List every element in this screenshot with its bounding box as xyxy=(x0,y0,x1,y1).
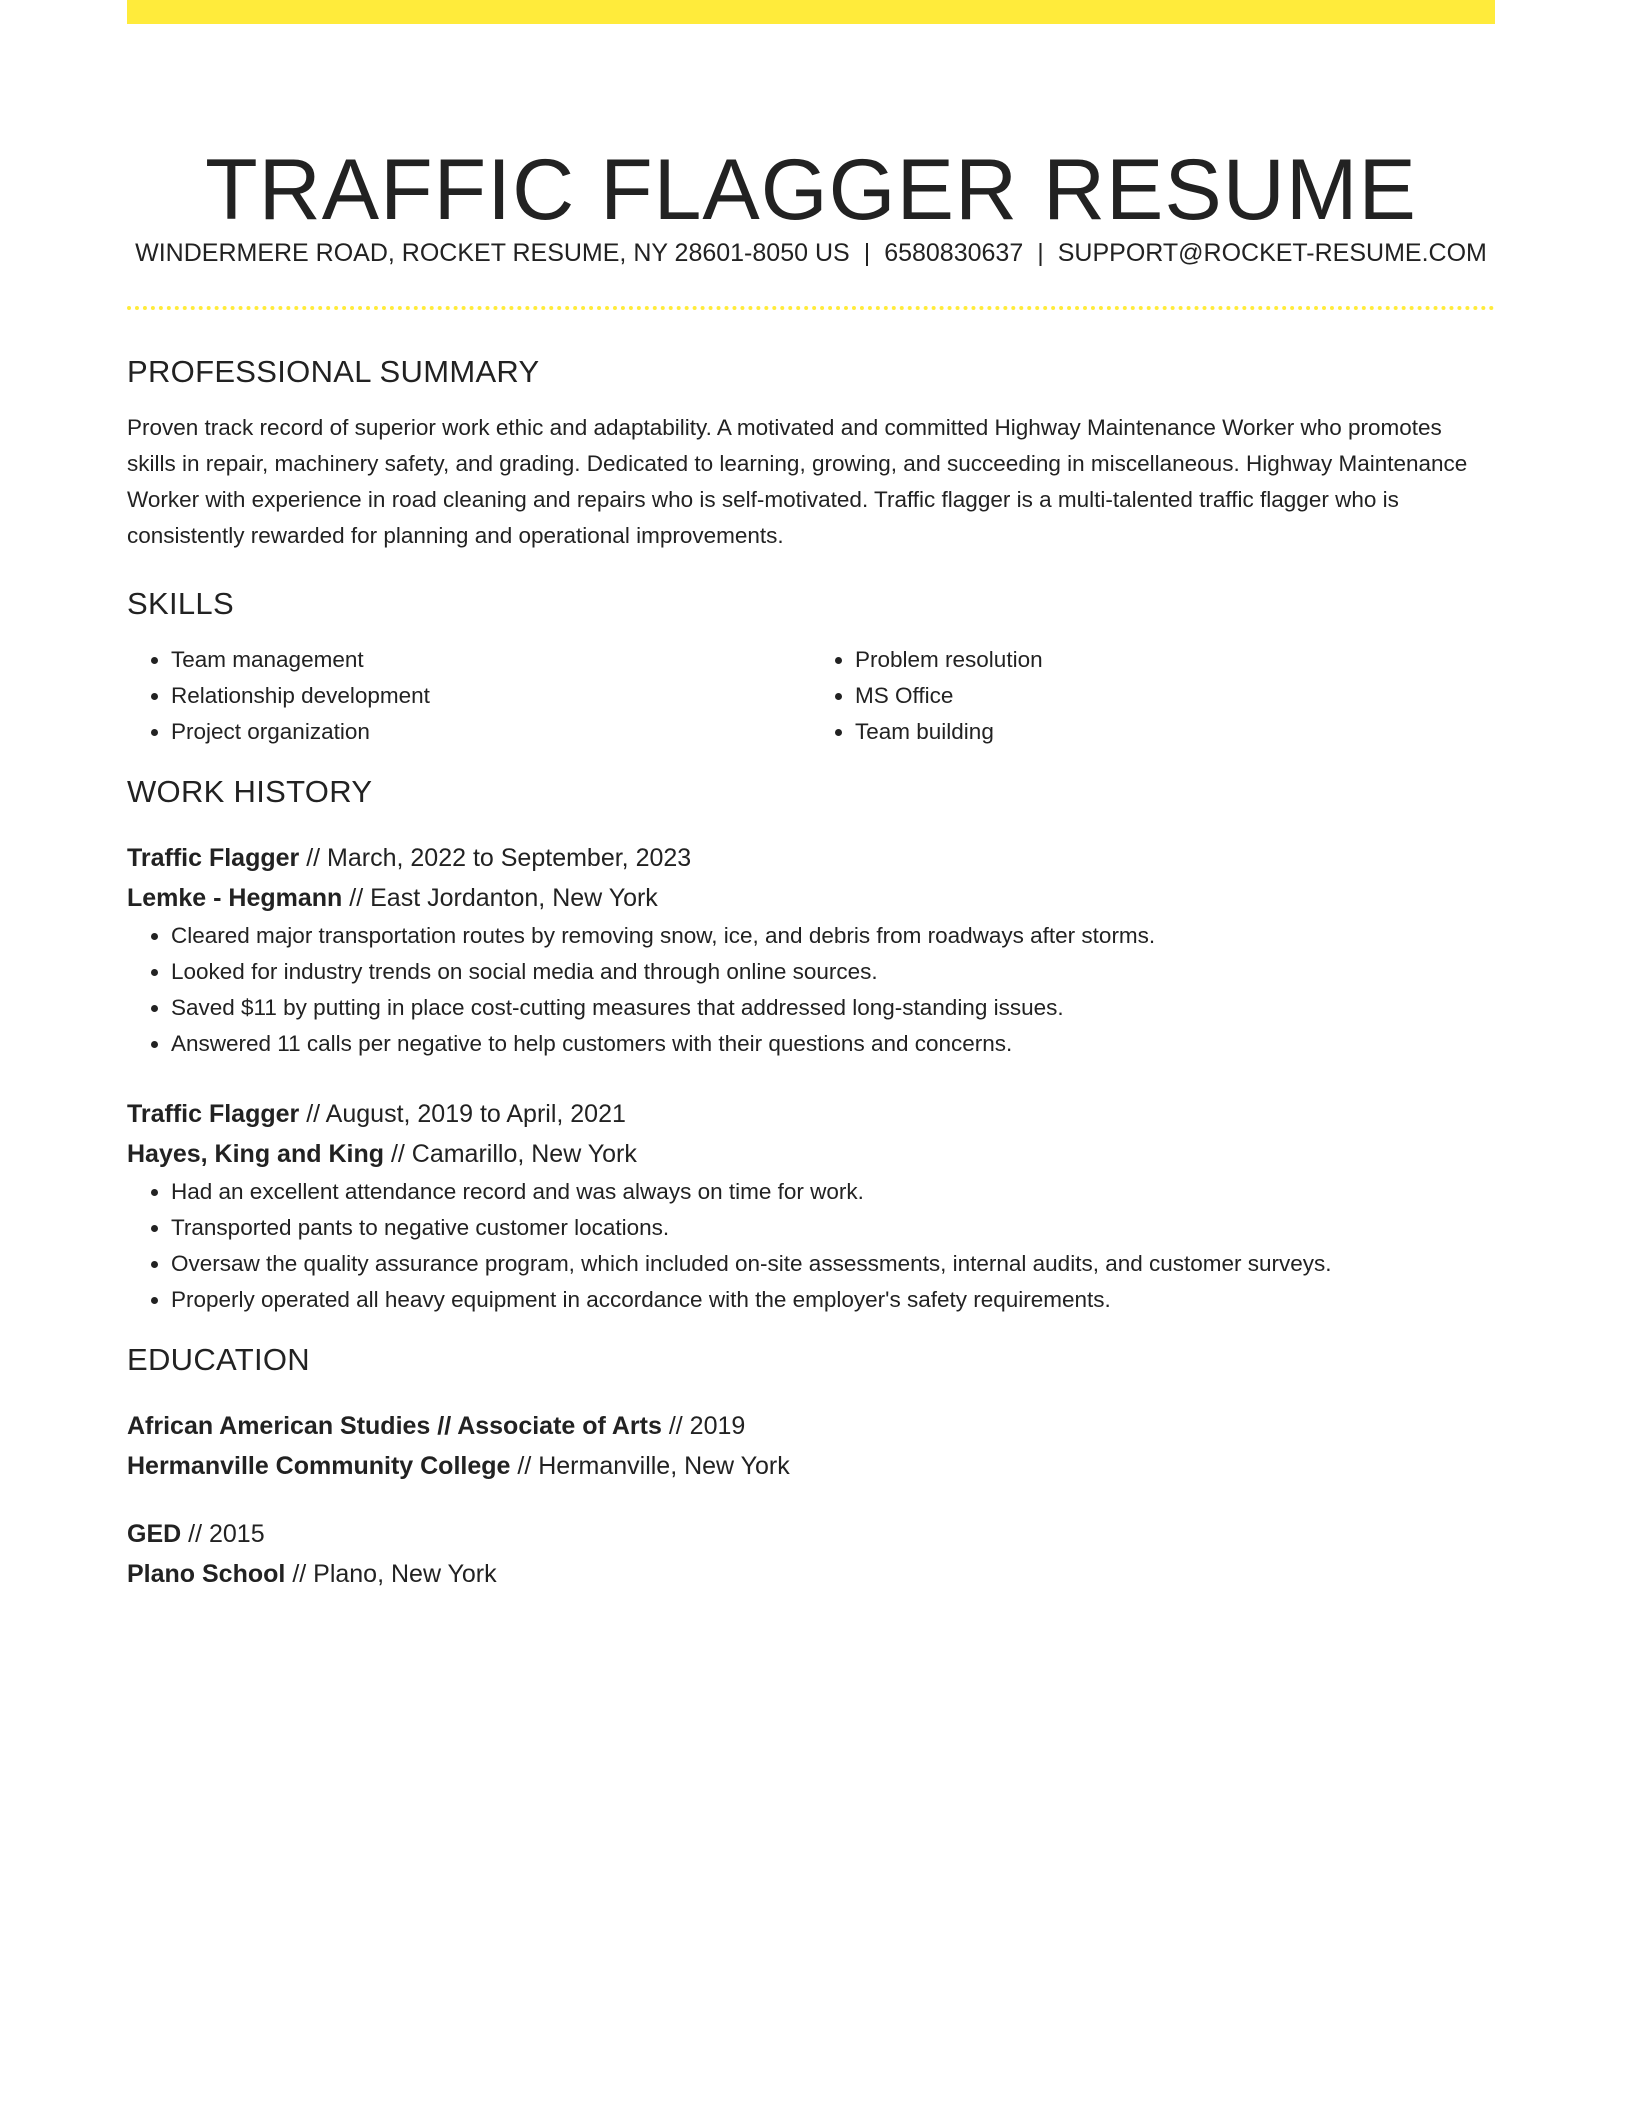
job-duty: • Looked for industry trends on social media and through online sources. xyxy=(171,954,1495,990)
job-duty: • Had an excellent attendance record and was always on time for work. xyxy=(171,1174,1495,1210)
school-location: // Plano, New York xyxy=(292,1560,497,1588)
job-title-line xyxy=(127,838,1495,878)
job-dates: // March, 2022 to September, 2023 xyxy=(306,844,692,872)
job-company: Lemke - Hegmann xyxy=(127,884,343,912)
contact-line xyxy=(127,238,1495,268)
job-title-line xyxy=(127,1094,1495,1134)
skill-item: • Project organization xyxy=(171,714,811,750)
school-name: Plano School xyxy=(127,1560,286,1588)
job-duty: • Properly operated all heavy equipment in accordance with the employer's safety requirements. xyxy=(171,1282,1495,1318)
summary-text: Proven track record of superior work ethic and adaptability. A motivated and committed Highway Maintenance Worker who promotes skills in repair, machinery safety, and grading. Dedicated to learning, growing, and succeeding in miscellaneous. Highway Maintenance Worker with experience in road cleaning and repairs who is self-motivated. Traffic flagger is a multi-talented traffic flagger who is consistently rewarded for planning and operational improvements. xyxy=(127,415,1468,548)
education-entry xyxy=(127,1406,1495,1486)
resume-title: TRAFFIC FLAGGER RESUME xyxy=(205,141,1417,238)
job-company-line xyxy=(127,1134,1495,1174)
skills-column-right xyxy=(811,642,1495,750)
contact-phone: 6580830637 xyxy=(884,239,1024,267)
skills-heading: SKILLS xyxy=(127,586,234,621)
job-duties xyxy=(127,918,1495,1062)
skill-item: • MS Office xyxy=(855,678,1495,714)
job-title: Traffic Flagger xyxy=(127,1100,300,1128)
job-entry xyxy=(127,1094,1495,1318)
job-duty: • Saved $11 by putting in place cost-cutting measures that addressed long-standing issues. xyxy=(171,990,1495,1026)
dotted-divider xyxy=(127,306,1495,310)
degree: GED xyxy=(127,1520,182,1548)
skills-column-left xyxy=(127,642,811,750)
job-duties xyxy=(127,1174,1495,1318)
job-company-line xyxy=(127,878,1495,918)
accent-top-bar xyxy=(127,0,1495,24)
degree-line xyxy=(127,1406,1495,1446)
job-company: Hayes, King and King xyxy=(127,1140,384,1168)
contact-separator: | xyxy=(1037,239,1044,267)
work-history-heading: WORK HISTORY xyxy=(127,774,373,809)
education-entry xyxy=(127,1514,1495,1594)
job-duty: • Answered 11 calls per negative to help customers with their questions and concerns. xyxy=(171,1026,1495,1062)
skill-item: • Team management xyxy=(171,642,811,678)
summary-heading: PROFESSIONAL SUMMARY xyxy=(127,354,540,389)
job-duty: • Oversaw the quality assurance program, which included on-site assessments, internal audits, and customer surveys. xyxy=(171,1246,1495,1282)
job-location: // East Jordanton, New York xyxy=(349,884,658,912)
skill-item: • Problem resolution xyxy=(855,642,1495,678)
job-location: // Camarillo, New York xyxy=(390,1140,637,1168)
skill-item: • Team building xyxy=(855,714,1495,750)
job-duty: • Cleared major transportation routes by removing snow, ice, and debris from roadways after storms. xyxy=(171,918,1495,954)
contact-address: WINDERMERE ROAD, ROCKET RESUME, NY 28601-8050 US xyxy=(135,239,850,267)
skills-list xyxy=(127,642,1495,750)
degree-year: // 2015 xyxy=(188,1520,265,1548)
contact-separator: | xyxy=(863,239,871,267)
contact-email: SUPPORT@ROCKET-RESUME.COM xyxy=(1057,239,1487,267)
job-title: Traffic Flagger xyxy=(127,844,300,872)
degree: African American Studies // Associate of Arts xyxy=(127,1412,662,1440)
job-duty: • Transported pants to negative customer locations. xyxy=(171,1210,1495,1246)
school-location: // Hermanville, New York xyxy=(517,1452,790,1480)
resume-content xyxy=(127,350,1495,1594)
school-line xyxy=(127,1446,1495,1486)
degree-year: // 2019 xyxy=(668,1412,746,1440)
school-name: Hermanville Community College xyxy=(127,1452,511,1480)
skill-item: • Relationship development xyxy=(171,678,811,714)
school-line xyxy=(127,1554,1495,1594)
education-heading: EDUCATION xyxy=(127,1342,310,1377)
degree-line xyxy=(127,1514,1495,1554)
job-entry xyxy=(127,838,1495,1062)
job-dates: // August, 2019 to April, 2021 xyxy=(306,1100,626,1128)
